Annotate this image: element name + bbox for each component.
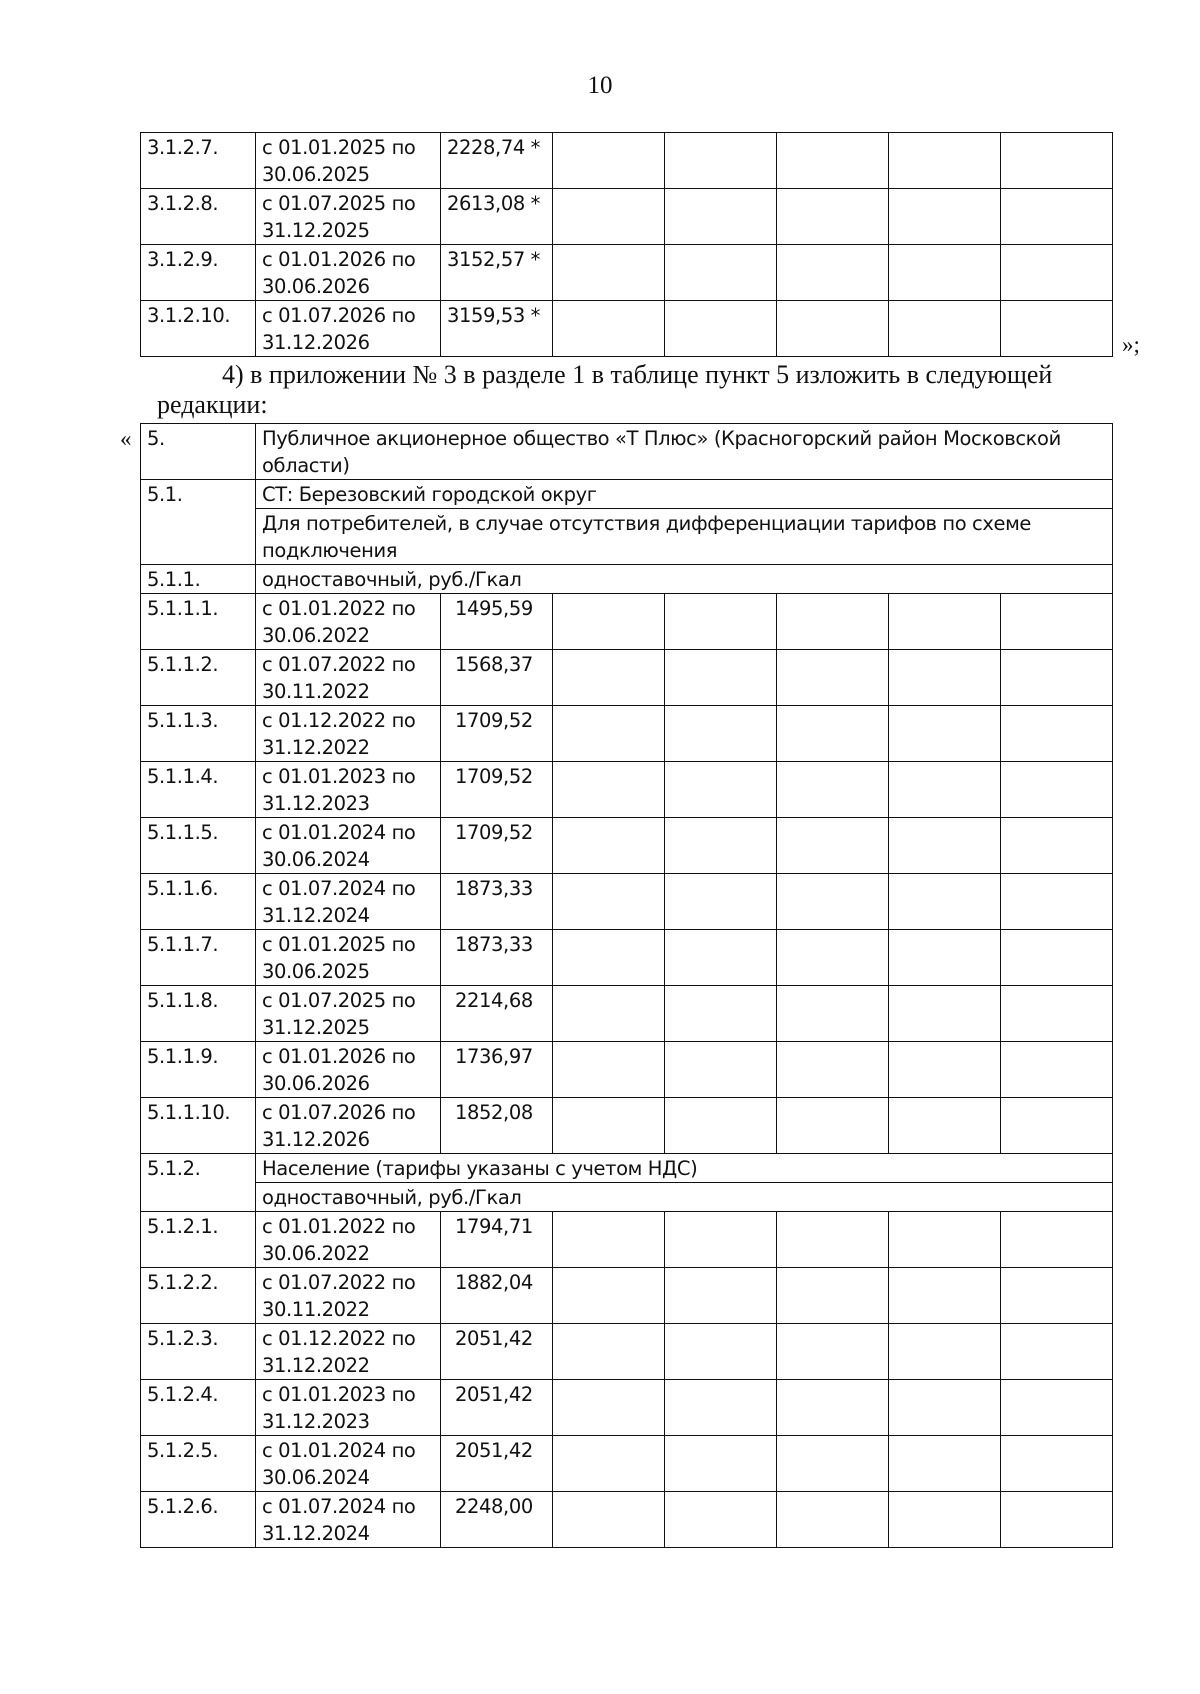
row-period — [256, 706, 441, 762]
empty-cell — [1001, 762, 1113, 818]
row-value: 2051,42 — [441, 1380, 553, 1436]
period-start: с 01.07.2024 по — [262, 1495, 416, 1518]
section-title: СТ: Березовский городской округ — [256, 480, 1113, 509]
period-end: 30.11.2022 — [262, 680, 370, 703]
row-value: 1495,59 — [441, 594, 553, 650]
empty-cell — [777, 762, 889, 818]
empty-cell — [665, 762, 777, 818]
empty-cell — [889, 1492, 1001, 1548]
row-period — [256, 1380, 441, 1436]
row-code: 3.1.2.9. — [141, 245, 256, 301]
empty-cell — [1001, 1380, 1113, 1436]
empty-cell — [889, 650, 1001, 706]
empty-cell — [1001, 706, 1113, 762]
period-end: 30.06.2024 — [262, 1466, 370, 1489]
empty-cell — [553, 706, 665, 762]
empty-cell — [889, 1380, 1001, 1436]
empty-cell — [889, 1268, 1001, 1324]
row-period — [256, 1268, 441, 1324]
period-start: с 01.01.2025 по — [262, 933, 416, 956]
row-value: 2613,08 * — [441, 189, 553, 245]
empty-cell — [665, 818, 777, 874]
row-code: 5.1.1. — [141, 565, 256, 594]
row-value: 1709,52 — [441, 706, 553, 762]
section-row — [141, 480, 1113, 509]
section-row — [141, 1154, 1113, 1183]
row-value: 1736,97 — [441, 1042, 553, 1098]
table-row — [141, 874, 1113, 930]
row-period — [256, 650, 441, 706]
row-code: 5.1.1.9. — [141, 1042, 256, 1098]
empty-cell — [553, 818, 665, 874]
empty-cell — [665, 874, 777, 930]
empty-cell — [889, 1042, 1001, 1098]
empty-cell — [1001, 1324, 1113, 1380]
empty-cell — [553, 245, 665, 301]
empty-cell — [1001, 986, 1113, 1042]
empty-cell — [889, 189, 1001, 245]
empty-cell — [665, 1324, 777, 1380]
empty-cell — [665, 706, 777, 762]
consumers-note-row — [141, 509, 1113, 565]
empty-cell — [1001, 133, 1113, 189]
period-end: 31.12.2022 — [262, 736, 370, 759]
row-period — [256, 245, 441, 301]
period-end: 31.12.2024 — [262, 1522, 370, 1545]
period-start: с 01.07.2026 по — [262, 304, 416, 327]
row-value: 2248,00 — [441, 1492, 553, 1548]
period-start: с 01.07.2024 по — [262, 877, 416, 900]
empty-cell — [553, 930, 665, 986]
row-code: 5.1.2.5. — [141, 1436, 256, 1492]
empty-cell — [553, 133, 665, 189]
empty-cell — [553, 1324, 665, 1380]
period-end: 31.12.2023 — [262, 792, 370, 815]
tariff-rows-5-1-1 — [141, 594, 1113, 1154]
table-row — [141, 1098, 1113, 1154]
empty-cell — [553, 1380, 665, 1436]
empty-cell — [777, 1380, 889, 1436]
period-end: 31.12.2026 — [262, 1128, 370, 1151]
row-code: 5.1.2.1. — [141, 1212, 256, 1268]
empty-cell — [1001, 874, 1113, 930]
top-tariff-table-body — [141, 133, 1113, 357]
empty-cell — [1001, 1098, 1113, 1154]
empty-cell — [889, 874, 1001, 930]
org-name: Публичное акционерное общество «Т Плюс» (Красногорский район Московской области) — [256, 424, 1113, 480]
section-title: Население (тарифы указаны с учетом НДС) — [256, 1154, 1113, 1183]
row-period — [256, 818, 441, 874]
row-value: 1709,52 — [441, 818, 553, 874]
empty-cell — [777, 1324, 889, 1380]
table-row — [141, 189, 1113, 245]
empty-cell — [1001, 1436, 1113, 1492]
period-end: 30.11.2022 — [262, 1298, 370, 1321]
row-period — [256, 1212, 441, 1268]
instruction-text: 4) в приложении № 3 в разделе 1 в таблице пункт 5 изложить в следующей — [222, 360, 1053, 389]
empty-cell — [777, 594, 889, 650]
top-tariff-table — [140, 132, 1113, 357]
row-code: 5.1.1.10. — [141, 1098, 256, 1154]
row-period — [256, 1492, 441, 1548]
table-row — [141, 1380, 1113, 1436]
empty-cell — [889, 1436, 1001, 1492]
empty-cell — [1001, 1268, 1113, 1324]
empty-cell — [889, 1324, 1001, 1380]
empty-cell — [889, 986, 1001, 1042]
row-code: 5.1.2.4. — [141, 1380, 256, 1436]
empty-cell — [1001, 1042, 1113, 1098]
table-row — [141, 245, 1113, 301]
empty-cell — [553, 1042, 665, 1098]
empty-cell — [777, 1098, 889, 1154]
row-code: 5.1.1.5. — [141, 818, 256, 874]
period-start: с 01.07.2026 по — [262, 1101, 416, 1124]
empty-cell — [777, 706, 889, 762]
empty-cell — [1001, 650, 1113, 706]
row-code: 5.1.2.2. — [141, 1268, 256, 1324]
consumers-note: Для потребителей, в случае отсутствия дифференциации тарифов по схеме подключения — [256, 509, 1113, 565]
period-end: 30.06.2024 — [262, 848, 370, 871]
period-start: с 01.01.2022 по — [262, 597, 416, 620]
empty-cell — [553, 650, 665, 706]
row-period — [256, 1098, 441, 1154]
empty-cell — [665, 650, 777, 706]
row-code: 5.1.1.8. — [141, 986, 256, 1042]
row-value: 1882,04 — [441, 1268, 553, 1324]
period-start: с 01.12.2022 по — [262, 1327, 416, 1350]
row-period — [256, 133, 441, 189]
row-period — [256, 1436, 441, 1492]
row-period — [256, 189, 441, 245]
period-end: 30.06.2025 — [262, 960, 370, 983]
period-end: 31.12.2024 — [262, 904, 370, 927]
period-start: с 01.07.2025 по — [262, 192, 416, 215]
empty-cell — [665, 189, 777, 245]
table-row — [141, 986, 1113, 1042]
row-value: 2214,68 — [441, 986, 553, 1042]
row-period — [256, 930, 441, 986]
row-code: 5.1.1.4. — [141, 762, 256, 818]
empty-cell — [665, 594, 777, 650]
page-number: 10 — [587, 72, 613, 99]
empty-cell — [665, 133, 777, 189]
empty-cell — [553, 762, 665, 818]
empty-cell — [1001, 594, 1113, 650]
row-value: 1852,08 — [441, 1098, 553, 1154]
empty-cell — [665, 1492, 777, 1548]
empty-cell — [777, 1492, 889, 1548]
empty-cell — [889, 1098, 1001, 1154]
instruction-tail: редакции: — [157, 390, 268, 419]
table-row — [141, 930, 1113, 986]
row-period — [256, 762, 441, 818]
empty-cell — [889, 706, 1001, 762]
row-code: 5.1.2.3. — [141, 1324, 256, 1380]
period-start: с 01.01.2026 по — [262, 248, 416, 271]
period-end: 31.12.2025 — [262, 219, 370, 242]
period-end: 31.12.2025 — [262, 1016, 370, 1039]
row-period — [256, 986, 441, 1042]
empty-cell — [777, 874, 889, 930]
empty-cell — [889, 930, 1001, 986]
empty-cell — [889, 762, 1001, 818]
empty-cell — [777, 301, 889, 357]
main-tariff-table-body — [141, 424, 1113, 594]
period-end: 30.06.2025 — [262, 163, 370, 186]
period-end: 31.12.2026 — [262, 331, 370, 354]
period-start: с 01.01.2024 по — [262, 1439, 416, 1462]
period-end: 31.12.2022 — [262, 1354, 370, 1377]
empty-cell — [665, 1098, 777, 1154]
empty-cell — [889, 301, 1001, 357]
empty-cell — [553, 1212, 665, 1268]
empty-cell — [777, 650, 889, 706]
period-end: 30.06.2022 — [262, 1242, 370, 1265]
empty-cell — [777, 189, 889, 245]
empty-cell — [1001, 1212, 1113, 1268]
period-end: 31.12.2023 — [262, 1410, 370, 1433]
table-row — [141, 818, 1113, 874]
table-row — [141, 650, 1113, 706]
empty-cell — [665, 1268, 777, 1324]
tariff-rows-5-1-2 — [141, 1212, 1113, 1548]
row-value: 1873,33 — [441, 874, 553, 930]
empty-cell — [665, 245, 777, 301]
table-row — [141, 1212, 1113, 1268]
section-row — [141, 1183, 1113, 1212]
empty-cell — [889, 594, 1001, 650]
row-value: 2051,42 — [441, 1436, 553, 1492]
closing-quote-mark: »; — [1122, 332, 1140, 357]
table-row — [141, 1042, 1113, 1098]
opening-quote-mark: « — [120, 426, 132, 451]
period-end: 30.06.2026 — [262, 1072, 370, 1095]
empty-cell — [1001, 301, 1113, 357]
empty-cell — [1001, 1492, 1113, 1548]
main-tariff-table — [140, 423, 1113, 1548]
row-code: 5.1.1.3. — [141, 706, 256, 762]
table-row — [141, 1268, 1113, 1324]
empty-cell — [665, 301, 777, 357]
empty-cell — [553, 301, 665, 357]
period-start: с 01.01.2022 по — [262, 1215, 416, 1238]
empty-cell — [553, 1492, 665, 1548]
empty-cell — [665, 1042, 777, 1098]
row-code: 5.1.1.7. — [141, 930, 256, 986]
row-code: 5.1.1.2. — [141, 650, 256, 706]
empty-cell — [1001, 189, 1113, 245]
empty-cell — [1001, 930, 1113, 986]
empty-cell — [553, 1436, 665, 1492]
empty-cell — [665, 1380, 777, 1436]
empty-cell — [553, 986, 665, 1042]
amendment-instruction — [140, 360, 1150, 420]
row-code: 5.1.2.6. — [141, 1492, 256, 1548]
empty-cell — [777, 930, 889, 986]
empty-cell — [665, 1436, 777, 1492]
empty-cell — [777, 245, 889, 301]
empty-cell — [665, 986, 777, 1042]
period-end: 30.06.2022 — [262, 624, 370, 647]
period-start: с 01.01.2026 по — [262, 1045, 416, 1068]
table-row — [141, 133, 1113, 189]
empty-cell — [777, 818, 889, 874]
table-row — [141, 594, 1113, 650]
table-row — [141, 1492, 1113, 1548]
table-row — [141, 706, 1113, 762]
row-value: 3152,57 * — [441, 245, 553, 301]
row-code: 3.1.2.10. — [141, 301, 256, 357]
empty-cell — [553, 189, 665, 245]
empty-cell — [553, 874, 665, 930]
row-value: 1873,33 — [441, 930, 553, 986]
row-code: 3.1.2.8. — [141, 189, 256, 245]
row-code: 5.1.1.1. — [141, 594, 256, 650]
section-row — [141, 565, 1113, 594]
row-value: 1709,52 — [441, 762, 553, 818]
empty-cell — [889, 818, 1001, 874]
row-code: 5.1.1.6. — [141, 874, 256, 930]
empty-cell — [665, 1212, 777, 1268]
period-start: с 01.01.2023 по — [262, 1383, 416, 1406]
empty-cell — [889, 245, 1001, 301]
row-value: 2228,74 * — [441, 133, 553, 189]
period-start: с 01.01.2024 по — [262, 821, 416, 844]
empty-cell — [553, 1098, 665, 1154]
row-code: 3.1.2.7. — [141, 133, 256, 189]
empty-cell — [553, 594, 665, 650]
main-tariff-table-body-2 — [141, 1154, 1113, 1212]
empty-cell — [777, 986, 889, 1042]
empty-cell — [553, 1268, 665, 1324]
row-code: 5.1.2. — [141, 1154, 256, 1212]
period-start: с 01.07.2022 по — [262, 653, 416, 676]
empty-cell — [777, 1042, 889, 1098]
empty-cell — [777, 133, 889, 189]
row-value: 1568,37 — [441, 650, 553, 706]
table-row — [141, 1436, 1113, 1492]
table-row — [141, 1324, 1113, 1380]
row-code: 5.1. — [141, 480, 256, 565]
row-period — [256, 301, 441, 357]
org-header-row — [141, 424, 1113, 480]
section-title: одноставочный, руб./Гкал — [256, 565, 1113, 594]
row-value: 1794,71 — [441, 1212, 553, 1268]
row-value: 3159,53 * — [441, 301, 553, 357]
empty-cell — [777, 1268, 889, 1324]
section-subtitle: одноставочный, руб./Гкал — [256, 1183, 1113, 1212]
row-period — [256, 1324, 441, 1380]
row-period — [256, 594, 441, 650]
period-start: с 01.07.2025 по — [262, 989, 416, 1012]
period-end: 30.06.2026 — [262, 275, 370, 298]
row-code: 5. — [141, 424, 256, 480]
empty-cell — [889, 1212, 1001, 1268]
empty-cell — [1001, 818, 1113, 874]
row-value: 2051,42 — [441, 1324, 553, 1380]
empty-cell — [777, 1436, 889, 1492]
empty-cell — [777, 1212, 889, 1268]
empty-cell — [1001, 245, 1113, 301]
table-row — [141, 301, 1113, 357]
table-row — [141, 762, 1113, 818]
row-period — [256, 1042, 441, 1098]
period-start: с 01.07.2022 по — [262, 1271, 416, 1294]
empty-cell — [665, 930, 777, 986]
empty-cell — [889, 133, 1001, 189]
period-start: с 01.12.2022 по — [262, 709, 416, 732]
period-start: с 01.01.2025 по — [262, 136, 416, 159]
period-start: с 01.01.2023 по — [262, 765, 416, 788]
row-period — [256, 874, 441, 930]
